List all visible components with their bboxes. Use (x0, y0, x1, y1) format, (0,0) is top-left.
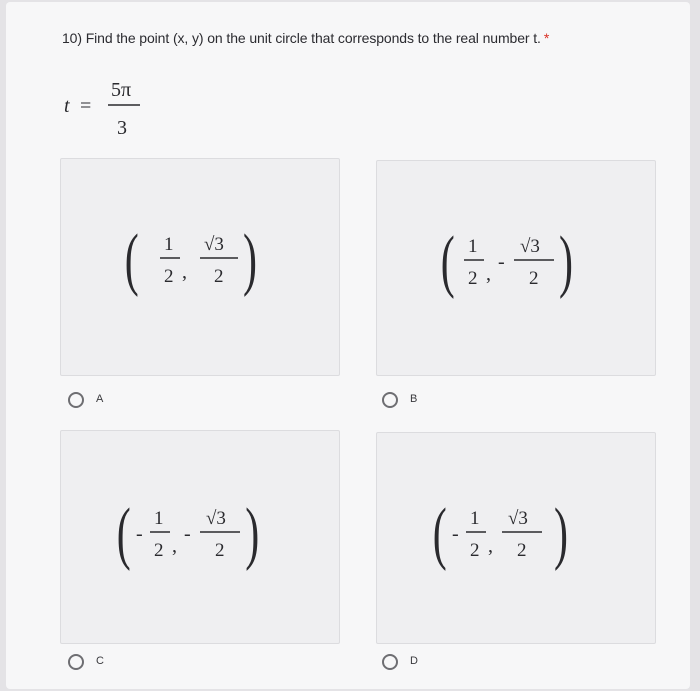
option-b-radio[interactable] (382, 392, 398, 408)
x-numerator: 1 (154, 508, 164, 529)
x-denominator: 2 (154, 540, 164, 561)
y-numerator: √3 (520, 236, 540, 257)
comma: , (182, 261, 187, 283)
close-paren: ) (559, 223, 573, 300)
question-text-row (62, 30, 549, 46)
option-c-radio[interactable] (68, 654, 84, 670)
y-numerator: √3 (204, 234, 224, 255)
required-asterisk: * (543, 30, 550, 46)
y-denominator: 2 (215, 540, 225, 561)
option-d-radio[interactable] (382, 654, 398, 670)
x-numerator: 1 (468, 236, 478, 257)
given-t-expression (64, 68, 214, 148)
t-denominator: 3 (117, 117, 127, 139)
open-paren: ( (124, 221, 139, 298)
close-paren: ) (243, 221, 257, 298)
open-paren: ( (432, 495, 447, 572)
x-denominator: 2 (470, 540, 480, 561)
option-c-expression (112, 494, 292, 584)
x-numerator: 1 (470, 508, 480, 529)
y-denominator: 2 (214, 266, 224, 287)
open-paren: ( (116, 495, 131, 572)
question-card (6, 2, 690, 689)
close-paren: ) (245, 495, 260, 572)
y-denominator: 2 (517, 540, 527, 561)
question-text: 10) Find the point (x, y) on the unit circle that corresponds to the real number t. (62, 30, 541, 46)
close-paren: ) (554, 495, 568, 572)
y-sign: - (184, 523, 191, 545)
option-a-label: A (96, 393, 104, 405)
option-b-expression (436, 222, 606, 312)
y-numerator: √3 (206, 508, 226, 529)
option-c-label: C (96, 655, 104, 667)
option-a-radio[interactable] (68, 392, 84, 408)
equals-sign: = (80, 95, 92, 117)
y-denominator: 2 (529, 268, 539, 289)
x-sign: - (136, 523, 143, 545)
x-numerator: 1 (164, 234, 174, 255)
option-a-expression (120, 220, 280, 310)
y-numerator: √3 (508, 508, 528, 529)
comma: , (486, 263, 491, 285)
option-b-label: B (410, 393, 418, 405)
t-variable: t (64, 95, 70, 117)
x-sign: - (452, 523, 459, 545)
y-sign: - (498, 251, 505, 273)
open-paren: ( (440, 223, 455, 300)
comma: , (172, 535, 177, 557)
x-denominator: 2 (468, 268, 478, 289)
option-d-expression (428, 494, 608, 584)
t-numerator: 5π (111, 79, 132, 101)
comma: , (488, 535, 493, 557)
x-denominator: 2 (164, 266, 174, 287)
option-d-label: D (410, 655, 418, 667)
